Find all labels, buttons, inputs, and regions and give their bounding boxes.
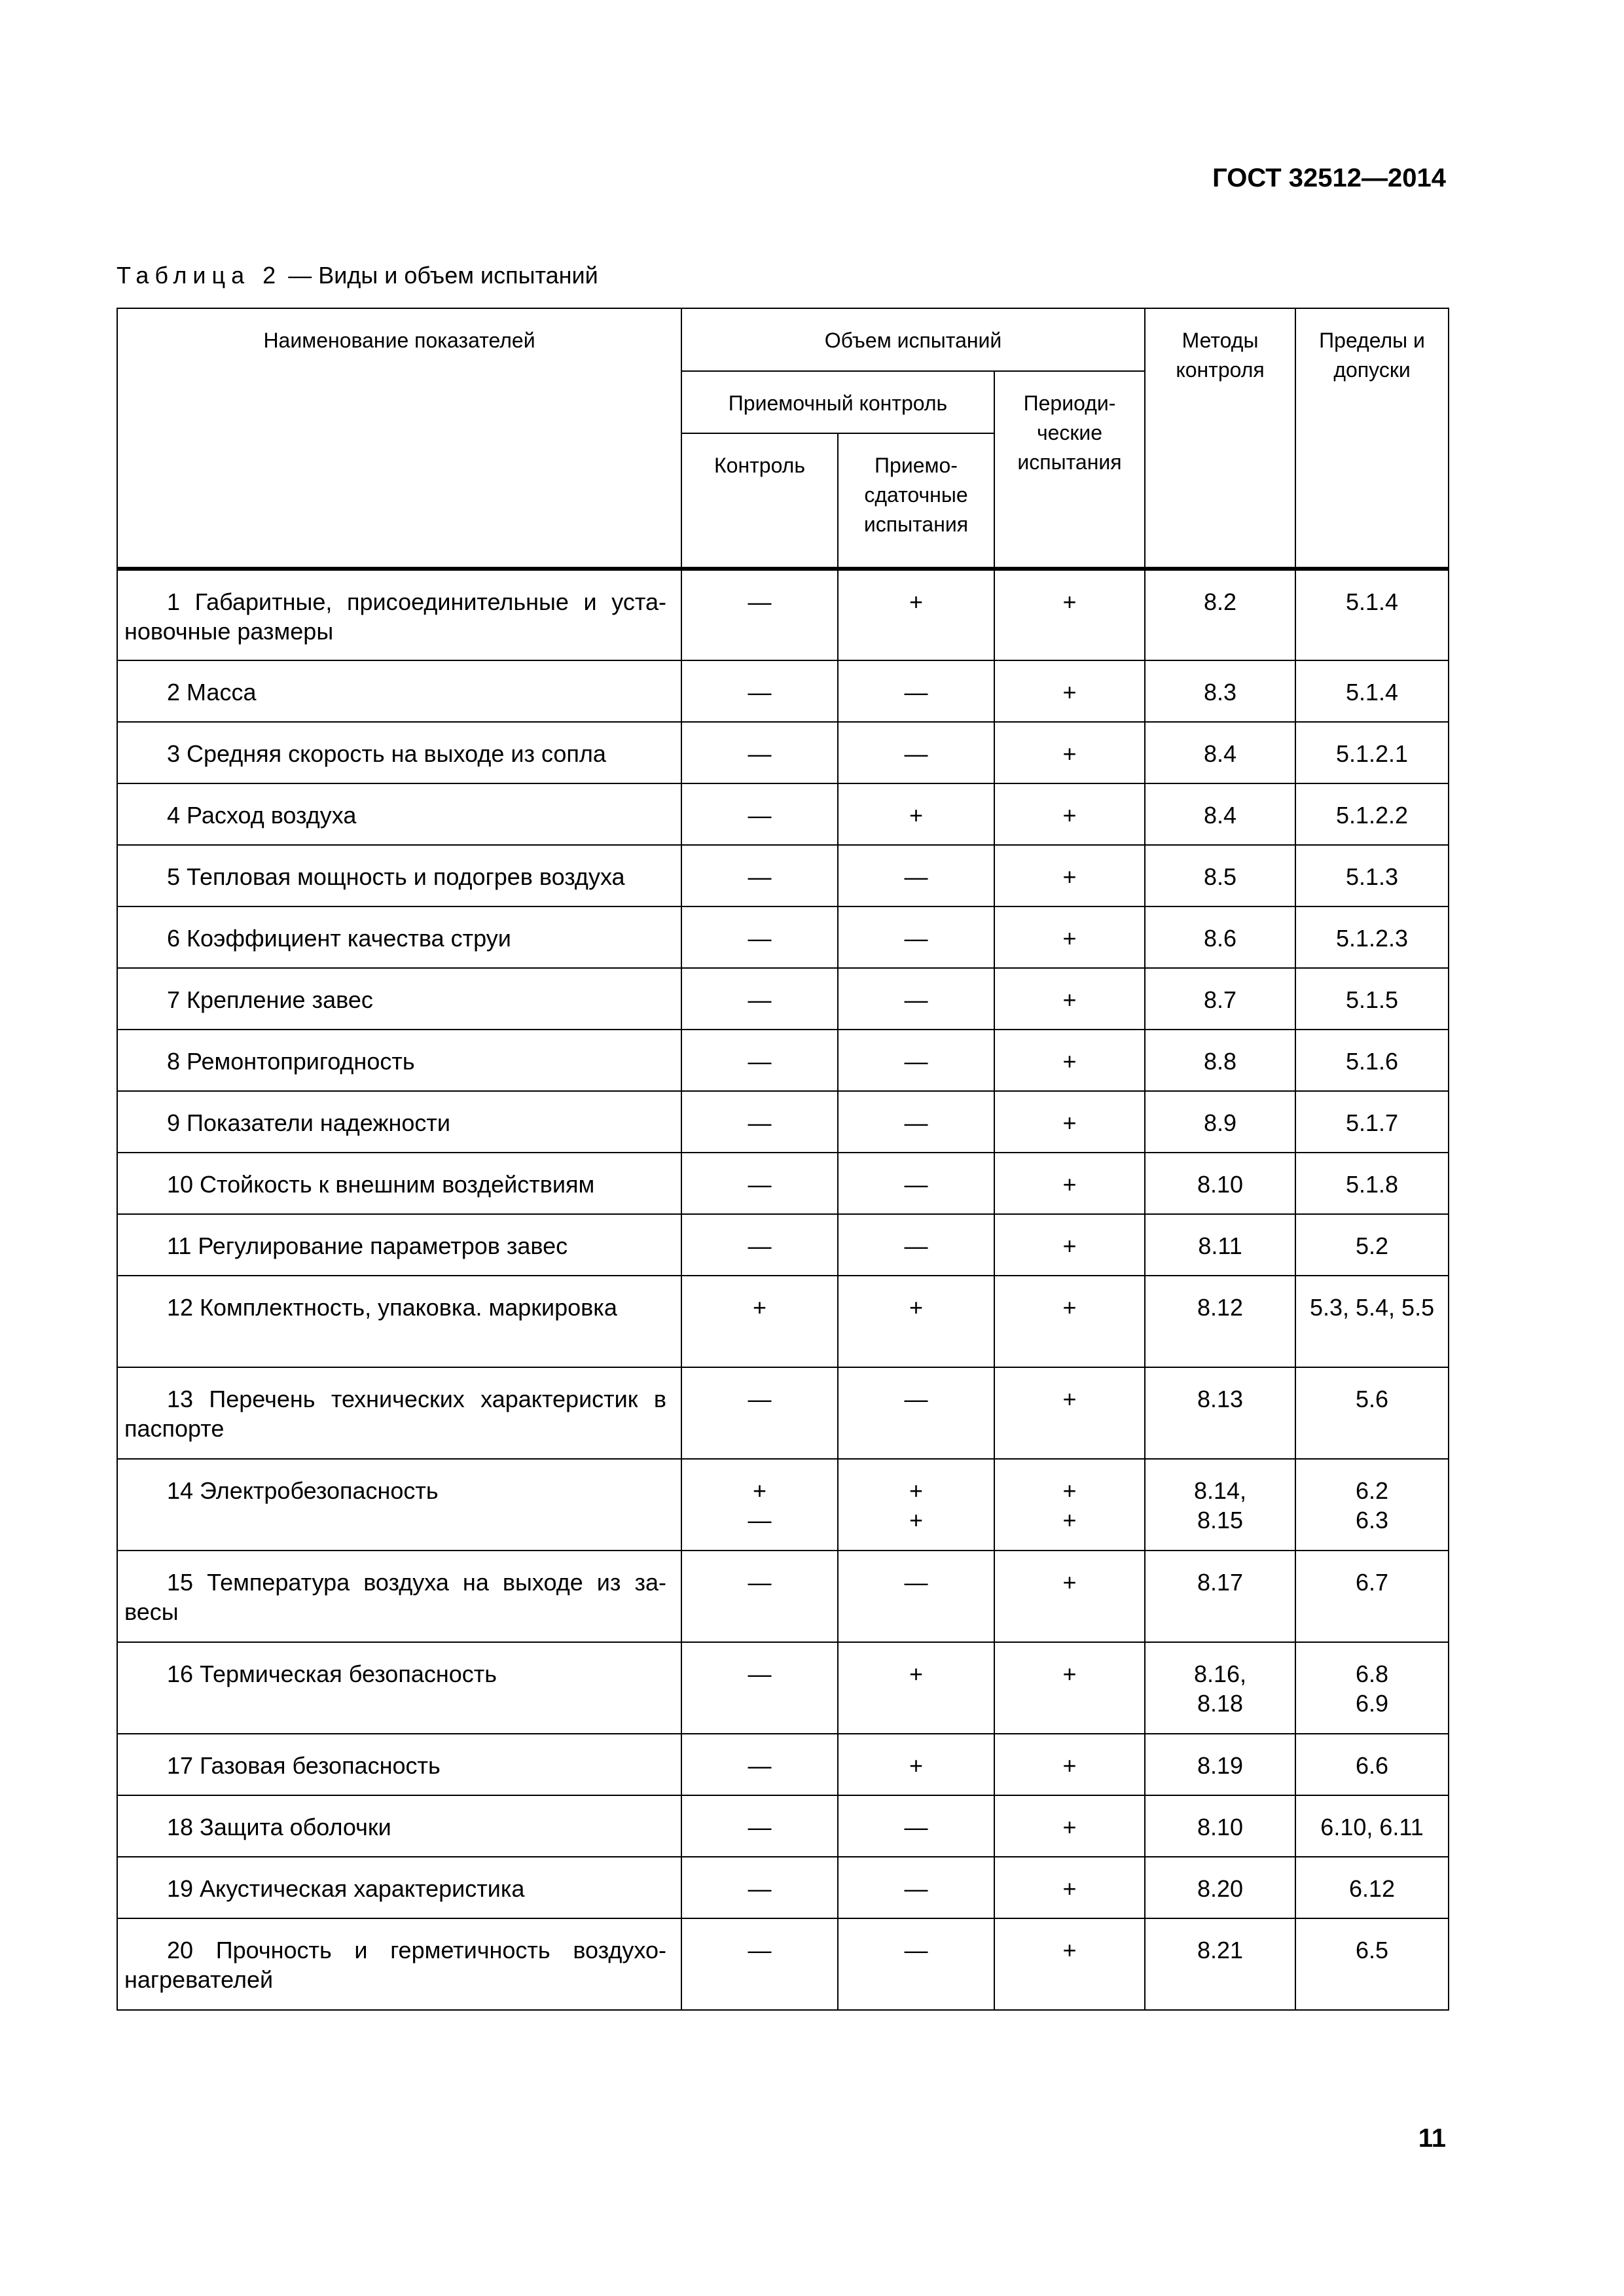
control-cell-line: — bbox=[748, 1507, 772, 1534]
limits-cell bbox=[1295, 1642, 1449, 1734]
periodic-cell: + bbox=[994, 783, 1145, 845]
periodic-cell: + bbox=[994, 906, 1145, 968]
control-cell: — bbox=[681, 1918, 838, 2010]
table-caption bbox=[117, 262, 598, 289]
indicator-name-cell: 2 Масса bbox=[117, 660, 681, 722]
table-label: Таблица 2 bbox=[117, 262, 282, 289]
limits-cell: 6.7 bbox=[1295, 1551, 1449, 1642]
table-row bbox=[117, 968, 1449, 1030]
periodic-cell: + bbox=[994, 1795, 1145, 1857]
periodic-cell: + bbox=[994, 1857, 1145, 1918]
handover-cell: — bbox=[838, 1091, 994, 1153]
limits-cell-line: 6.9 bbox=[1356, 1690, 1389, 1717]
handover-cell: — bbox=[838, 1214, 994, 1276]
limits-cell: 5.1.4 bbox=[1295, 660, 1449, 722]
limits-cell: 5.6 bbox=[1295, 1367, 1449, 1459]
method-cell: 8.4 bbox=[1145, 783, 1295, 845]
document-code: ГОСТ 32512—2014 bbox=[1212, 164, 1446, 192]
header-periodic-tests: Периоди-ческие испытания bbox=[994, 371, 1145, 569]
periodic-cell: + bbox=[994, 1551, 1145, 1642]
limits-cell: 6.10, 6.11 bbox=[1295, 1795, 1449, 1857]
indicator-name-cell: 9 Показатели надежности bbox=[117, 1091, 681, 1153]
method-cell-line: 8.16, bbox=[1193, 1660, 1247, 1687]
method-cell: 8.9 bbox=[1145, 1091, 1295, 1153]
control-cell: — bbox=[681, 1642, 838, 1734]
limits-cell-line: 6.2 bbox=[1356, 1477, 1389, 1504]
method-cell bbox=[1145, 1642, 1295, 1734]
limits-cell: 5.1.8 bbox=[1295, 1153, 1449, 1214]
method-cell: 8.6 bbox=[1145, 906, 1295, 968]
header-indicator-name: Наименование показателей bbox=[117, 308, 681, 569]
periodic-cell: + bbox=[994, 968, 1145, 1030]
limits-cell: 6.6 bbox=[1295, 1734, 1449, 1795]
limits-cell: 5.1.6 bbox=[1295, 1030, 1449, 1091]
indicator-name-cell: 6 Коэффициент качества струи bbox=[117, 906, 681, 968]
handover-cell-line: + bbox=[909, 1477, 924, 1504]
table-row bbox=[117, 1551, 1449, 1642]
header-acceptance-control: Приемочный контроль bbox=[681, 371, 994, 433]
limits-cell: 5.1.2.1 bbox=[1295, 722, 1449, 783]
handover-cell: + bbox=[838, 783, 994, 845]
periodic-cell: + bbox=[994, 722, 1145, 783]
method-cell: 8.7 bbox=[1145, 968, 1295, 1030]
control-cell: + bbox=[681, 1276, 838, 1367]
periodic-cell bbox=[994, 1459, 1145, 1551]
periodic-cell: + bbox=[994, 1734, 1145, 1795]
periodic-cell-line: + bbox=[1062, 1507, 1077, 1534]
method-cell: 8.8 bbox=[1145, 1030, 1295, 1091]
limits-cell: 5.1.2.2 bbox=[1295, 783, 1449, 845]
method-cell: 8.4 bbox=[1145, 722, 1295, 783]
method-cell: 8.3 bbox=[1145, 660, 1295, 722]
control-cell bbox=[681, 1459, 838, 1551]
limits-cell: 5.1.3 bbox=[1295, 845, 1449, 906]
periodic-cell: + bbox=[994, 1367, 1145, 1459]
method-cell bbox=[1145, 1459, 1295, 1551]
indicator-name-cell: 3 Средняя скорость на выходе из сопла bbox=[117, 722, 681, 783]
indicator-name-cell: 8 Ремонтопригодность bbox=[117, 1030, 681, 1091]
limits-cell: 5.3, 5.4, 5.5 bbox=[1295, 1276, 1449, 1367]
method-cell-line: 8.18 bbox=[1197, 1690, 1244, 1717]
indicator-name-cell: 19 Акустическая характеристика bbox=[117, 1857, 681, 1918]
control-cell: — bbox=[681, 660, 838, 722]
method-cell: 8.5 bbox=[1145, 845, 1295, 906]
method-cell: 8.10 bbox=[1145, 1153, 1295, 1214]
control-cell: — bbox=[681, 1551, 838, 1642]
handover-cell: + bbox=[838, 1276, 994, 1367]
indicator-name-cell: 18 Защита оболочки bbox=[117, 1795, 681, 1857]
page-number: 11 bbox=[1418, 2124, 1446, 2153]
table-row bbox=[117, 1459, 1449, 1551]
table-row bbox=[117, 1214, 1449, 1276]
table-row bbox=[117, 1795, 1449, 1857]
method-cell: 8.12 bbox=[1145, 1276, 1295, 1367]
periodic-cell: + bbox=[994, 1642, 1145, 1734]
limits-cell: 5.1.5 bbox=[1295, 968, 1449, 1030]
method-cell-line: 8.14, bbox=[1193, 1477, 1247, 1504]
table-title: — Виды и объем испытаний bbox=[288, 262, 598, 289]
limits-cell: 5.1.2.3 bbox=[1295, 906, 1449, 968]
handover-cell-line: + bbox=[909, 1507, 924, 1534]
control-cell: — bbox=[681, 1734, 838, 1795]
table-row bbox=[117, 1918, 1449, 2010]
control-cell: — bbox=[681, 1367, 838, 1459]
header-control: Контроль bbox=[681, 433, 838, 569]
header-handover-tests: Приемо-сдаточные испытания bbox=[838, 433, 994, 569]
handover-cell: + bbox=[838, 1734, 994, 1795]
control-cell: — bbox=[681, 968, 838, 1030]
periodic-cell-line: + bbox=[1062, 1477, 1077, 1504]
handover-cell: — bbox=[838, 906, 994, 968]
limits-cell: 5.1.7 bbox=[1295, 1091, 1449, 1153]
method-cell: 8.17 bbox=[1145, 1551, 1295, 1642]
method-cell: 8.13 bbox=[1145, 1367, 1295, 1459]
table-row bbox=[117, 783, 1449, 845]
control-cell-line: + bbox=[752, 1477, 767, 1504]
control-cell: — bbox=[681, 783, 838, 845]
table-row bbox=[117, 1091, 1449, 1153]
handover-cell: — bbox=[838, 722, 994, 783]
method-cell: 8.10 bbox=[1145, 1795, 1295, 1857]
limits-cell: 6.12 bbox=[1295, 1857, 1449, 1918]
table-row bbox=[117, 722, 1449, 783]
control-cell: — bbox=[681, 1857, 838, 1918]
periodic-cell: + bbox=[994, 1030, 1145, 1091]
periodic-cell: + bbox=[994, 1153, 1145, 1214]
control-cell: — bbox=[681, 1795, 838, 1857]
table-row bbox=[117, 1857, 1449, 1918]
handover-cell: + bbox=[838, 1642, 994, 1734]
control-cell: — bbox=[681, 1091, 838, 1153]
indicator-name-cell: 10 Стойкость к внешним воздействиям bbox=[117, 1153, 681, 1214]
indicator-name-cell: 11 Регулирование параметров завес bbox=[117, 1214, 681, 1276]
method-cell: 8.21 bbox=[1145, 1918, 1295, 2010]
periodic-cell: + bbox=[994, 1276, 1145, 1367]
indicator-name-cell: 7 Крепление завес bbox=[117, 968, 681, 1030]
periodic-cell: + bbox=[994, 1091, 1145, 1153]
header-limits: Пределы и допуски bbox=[1295, 308, 1449, 569]
control-cell: — bbox=[681, 1153, 838, 1214]
indicator-name-cell: 15 Температура воздуха на выходе из за-весы bbox=[117, 1551, 681, 1642]
periodic-cell: + bbox=[994, 1214, 1145, 1276]
handover-cell: — bbox=[838, 660, 994, 722]
periodic-cell: + bbox=[994, 1918, 1145, 2010]
handover-cell: — bbox=[838, 1918, 994, 2010]
table-row bbox=[117, 569, 1449, 660]
handover-cell: — bbox=[838, 845, 994, 906]
indicator-name-cell: 12 Комплектность, упаковка. маркировка bbox=[117, 1276, 681, 1367]
control-cell: — bbox=[681, 722, 838, 783]
limits-cell-line: 6.3 bbox=[1356, 1507, 1389, 1534]
indicator-name-cell: 16 Термическая безопасность bbox=[117, 1642, 681, 1734]
indicator-name-cell: 17 Газовая безопасность bbox=[117, 1734, 681, 1795]
handover-cell: + bbox=[838, 569, 994, 660]
header-test-scope: Объем испытаний bbox=[681, 308, 1145, 371]
handover-cell: — bbox=[838, 1153, 994, 1214]
periodic-cell: + bbox=[994, 660, 1145, 722]
method-cell: 8.11 bbox=[1145, 1214, 1295, 1276]
control-cell: — bbox=[681, 1214, 838, 1276]
handover-cell: — bbox=[838, 1030, 994, 1091]
table-row bbox=[117, 845, 1449, 906]
limits-cell: 6.5 bbox=[1295, 1918, 1449, 2010]
table-row bbox=[117, 1153, 1449, 1214]
table-row bbox=[117, 1734, 1449, 1795]
limits-cell: 5.2 bbox=[1295, 1214, 1449, 1276]
table-row bbox=[117, 906, 1449, 968]
table-row bbox=[117, 660, 1449, 722]
table-row bbox=[117, 1030, 1449, 1091]
handover-cell bbox=[838, 1459, 994, 1551]
handover-cell: — bbox=[838, 1857, 994, 1918]
limits-cell bbox=[1295, 1459, 1449, 1551]
method-cell: 8.2 bbox=[1145, 569, 1295, 660]
limits-cell: 5.1.4 bbox=[1295, 569, 1449, 660]
table-row bbox=[117, 1367, 1449, 1459]
indicator-name-cell: 20 Прочность и герметичность воздухо-нагревателей bbox=[117, 1918, 681, 2010]
indicator-name-cell: 4 Расход воздуха bbox=[117, 783, 681, 845]
tests-table bbox=[117, 308, 1449, 2011]
control-cell: — bbox=[681, 569, 838, 660]
periodic-cell: + bbox=[994, 845, 1145, 906]
handover-cell: — bbox=[838, 1367, 994, 1459]
control-cell: — bbox=[681, 845, 838, 906]
handover-cell: — bbox=[838, 968, 994, 1030]
limits-cell-line: 6.8 bbox=[1356, 1660, 1389, 1687]
indicator-name-cell: 5 Тепловая мощность и подогрев воздуха bbox=[117, 845, 681, 906]
table-row bbox=[117, 1642, 1449, 1734]
handover-cell: — bbox=[838, 1551, 994, 1642]
method-cell-line: 8.15 bbox=[1197, 1507, 1244, 1534]
indicator-name-cell: 1 Габаритные, присоединительные и уста-новочные размеры bbox=[117, 569, 681, 660]
control-cell: — bbox=[681, 906, 838, 968]
indicator-name-cell: 13 Перечень технических характеристик в паспорте bbox=[117, 1367, 681, 1459]
method-cell: 8.20 bbox=[1145, 1857, 1295, 1918]
indicator-name-cell: 14 Электробезопасность bbox=[117, 1459, 681, 1551]
periodic-cell: + bbox=[994, 569, 1145, 660]
handover-cell: — bbox=[838, 1795, 994, 1857]
table-row bbox=[117, 1276, 1449, 1367]
control-cell: — bbox=[681, 1030, 838, 1091]
method-cell: 8.19 bbox=[1145, 1734, 1295, 1795]
header-control-methods: Методы контроля bbox=[1145, 308, 1295, 569]
